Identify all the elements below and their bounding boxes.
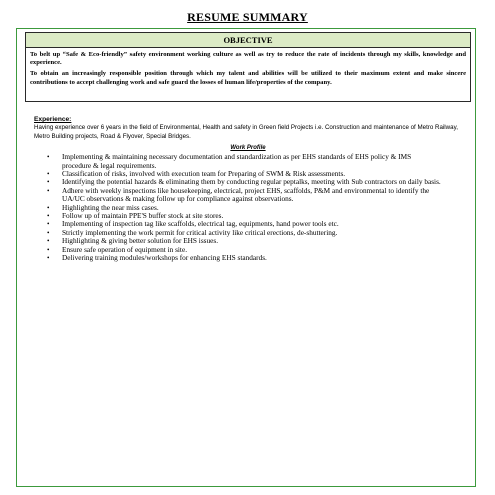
objective-heading: OBJECTIVE <box>26 33 470 48</box>
bullet-icon: • <box>47 186 50 195</box>
bullet-icon: • <box>47 212 50 221</box>
bullet-icon: • <box>47 153 50 162</box>
experience-summary: Having experience over 6 years in the field of Environmental, Health and safety in Green field Projects i.e. Construction and maintenance of Metro Railway, Metro Building projects, Road & Flyover, Special Bridges. <box>34 124 458 140</box>
list-item-text: Identifying the potential hazards & eliminating them by conducting regular peptalks, meeting with Sub contractors on daily basis. <box>62 177 441 187</box>
list-item-text: Ensure safe operation of equipment in site. <box>62 244 188 254</box>
list-item-text: Highlighting & giving better solution for EHS issues. <box>62 236 219 246</box>
bullet-icon: • <box>47 203 50 212</box>
bullet-icon: • <box>47 228 50 237</box>
objective-paragraph: To obtain an increasingly responsible position through which my talent and abilities will be utilized to their maximum extent and make sincere contributions to accept challenging work and safe guard the losses of human life/properties of the company. <box>30 70 466 86</box>
list-item-text: Implementing & maintaining necessary documentation and standardization as per EHS standards of EHS policy & IMS procedure & legal requirements. <box>62 152 412 170</box>
list-item-text: Strictly implementing the work permit for critical activity like critical erections, de-shuttering. <box>62 227 338 237</box>
list-item-text: Classification of risks, involved with execution team for Preparing of SWM & Risk assessments. <box>62 169 346 178</box>
work-profile-list <box>34 153 462 262</box>
bullet-icon: • <box>47 170 50 178</box>
list-item-text: Delivering training modules/workshops for enhancing EHS standards. <box>62 253 267 263</box>
bullet-icon: • <box>47 254 50 263</box>
list-item-text: Adhere with weekly inspections like housekeeping, electrical, project EHS, scaffolds, P&M and environmental to identify the UA/UC observations & making follow up for compliance against observations. <box>62 185 430 204</box>
bullet-icon: • <box>47 237 50 246</box>
list-item <box>34 187 462 204</box>
list-item <box>34 153 462 170</box>
experience-section <box>34 116 462 262</box>
list-item-text: Follow up of maintain PPE'S buffer stock at site stores. <box>62 211 224 221</box>
objective-paragraph: To belt up “Safe & Eco-friendly” safety environment working culture as well as try to reduce the rate of incidents through my skills, knowledge and experience. <box>30 51 466 67</box>
bullet-icon: • <box>47 220 50 229</box>
document-title: RESUME SUMMARY <box>187 10 308 24</box>
list-item-text: Implementing of inspection tag like scaffolds, electrical tag, equipments, hand power tools etc. <box>62 219 339 229</box>
objective-body <box>26 48 470 87</box>
work-profile-heading: Work Profile <box>230 145 266 152</box>
experience-heading: Experience: <box>34 116 72 123</box>
bullet-icon: • <box>47 245 50 254</box>
objective-section <box>25 32 471 102</box>
list-item <box>34 254 462 262</box>
list-item-text: Highlighting the near miss cases. <box>62 202 159 212</box>
bullet-icon: • <box>47 178 50 187</box>
